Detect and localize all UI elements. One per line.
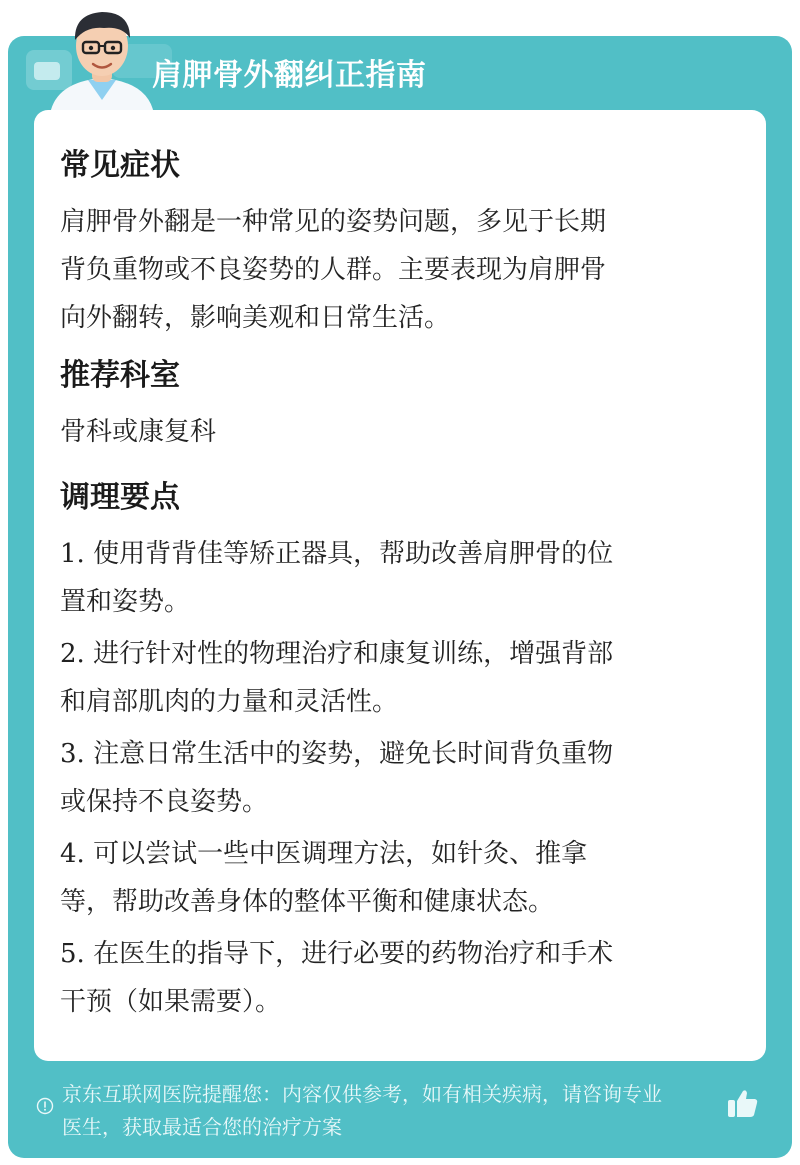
- text-line: 等，帮助改善身体的整体平衡和健康状态。: [60, 887, 555, 917]
- list-number: 5.: [60, 939, 85, 969]
- list-text: 使用背背佳等矫正器具，帮助改善肩胛骨的位: [93, 539, 614, 569]
- list-item: [60, 730, 740, 826]
- text-line: [60, 730, 740, 778]
- text-line: 干预（如果需要）。: [60, 987, 282, 1017]
- disclaimer-text: [62, 1078, 727, 1144]
- text-line: 背负重物或不良姿势的人群。主要表现为肩胛骨: [60, 255, 607, 285]
- text-line: [60, 630, 740, 678]
- text-line: 或保持不良姿势。: [60, 787, 269, 817]
- list-text: 在医生的指导下，进行必要的药物治疗和手术: [93, 939, 614, 969]
- disclaimer-line: 医生，获取最适合您的治疗方案: [62, 1115, 342, 1139]
- thumbs-up-icon[interactable]: [726, 1086, 760, 1120]
- section-heading-department: 推荐科室: [60, 358, 180, 393]
- section-heading-symptoms: 常见症状: [60, 148, 180, 183]
- text-line: 骨科或康复科: [60, 417, 217, 447]
- text-line: 向外翻转，影响美观和日常生活。: [60, 303, 451, 333]
- text-line: 和肩部肌肉的力量和灵活性。: [60, 687, 399, 717]
- content-card: [34, 110, 766, 1061]
- list-text: 可以尝试一些中医调理方法，如针灸、推拿: [93, 839, 588, 869]
- list-number: 1.: [60, 539, 85, 569]
- text-line: [60, 830, 740, 878]
- list-item: [60, 830, 740, 926]
- section-heading-care-points: 调理要点: [60, 480, 180, 515]
- list-number: 3.: [60, 739, 85, 769]
- list-number: 2.: [60, 639, 85, 669]
- list-item: [60, 630, 740, 726]
- list-text: 进行针对性的物理治疗和康复训练，增强背部: [93, 639, 614, 669]
- list-text: 注意日常生活中的姿势，避免长时间背负重物: [93, 739, 614, 769]
- department-text: [60, 408, 740, 456]
- list-item: [60, 930, 740, 1026]
- symptoms-text: [60, 198, 740, 342]
- disclaimer-line: 京东互联网医院提醒您：内容仅供参考，如有相关疾病，请咨询专业: [62, 1082, 662, 1106]
- list-number: 4.: [60, 839, 85, 869]
- text-line: [60, 930, 740, 978]
- text-line: 置和姿势。: [60, 587, 191, 617]
- list-item: [60, 530, 740, 626]
- text-line: 肩胛骨外翻是一种常见的姿势问题，多见于长期: [60, 207, 607, 237]
- text-line: [60, 530, 740, 578]
- info-icon: [36, 1097, 54, 1115]
- page-title: 肩胛骨外翻纠正指南: [152, 58, 427, 93]
